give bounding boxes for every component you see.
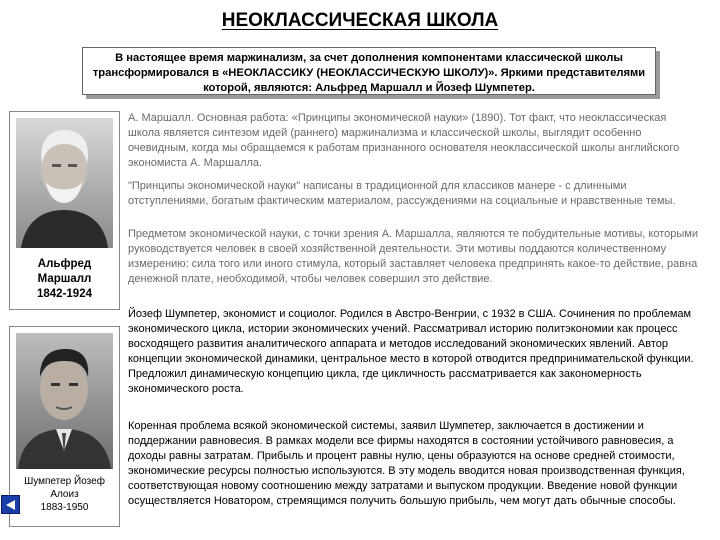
marshall-paragraph-3: Предметом экономической науки, с точки зрения А. Маршалла, являются те побудительные мотивы, которыми руководствуется человек в своей хозяйственной деятельности. Эти мотивы поддаются количественному измерению: сила того или иного стимула, который заставляет человека предпринять какое-то действие, равна денежной плате, необходимой, чтобы человек совершил это действие. <box>128 228 698 285</box>
schumpeter-caption-middle-name: Алоиз <box>50 489 79 500</box>
schumpeter-caption-name: Шумпетер Йозеф <box>24 476 105 487</box>
marshall-portrait <box>16 118 113 248</box>
schumpeter-paragraph-1: Йозеф Шумпетер, экономист и социолог. Родился в Австро-Венгрии, с 1932 в США. Сочинения по проблемам экономического цикла, истории экономических учений. Рассматривал историю политэкономии как процесс восходящего развития аналитического аппарата и методов исследований экономических явлений. Автор концепции экономической динамики, центральное место в которой отводится предпринимательской функции. Предложил динамическую концепцию цикла, где цикличность рассматривается как закономерность экономического роста. <box>128 308 694 395</box>
marshall-paragraph-1: А. Маршалл. Основная работа: «Принципы экономической науки» (1890). Тот факт, что неоклассическая школа является синтезом идей (раннего) маржинализма и классической школы, выглядит особенно очевидным, когда мы обращаемся к работам признанного основателя неоклассической школы английского экономиста А. Маршалла. <box>128 112 680 169</box>
marshall-caption-surname: Маршалл <box>37 273 92 285</box>
schumpeter-caption-years: 1883-1950 <box>40 502 89 513</box>
schumpeter-paragraph-2: Коренная проблема всякой экономической системы, заявил Шумпетер, заключается в достижении и поддержании равновесия. В рамках модели все фирмы находятся в состоянии устойчивого равновесия, а доходы равны затратам. Прибыль и процент равны нулю, цены образуются на основе средней стоимости, экономические ресурсы полностью используются. В эту модель вводится новая производственная функция, соответствующая новому соотношению между затратами и выпуском продукции. Введение новой функции осуществляется Новатором, стремящимся получить большую прибыль, чем могут дать обычные способы. <box>128 420 685 507</box>
page-title-text: НЕОКЛАССИЧЕСКАЯ ШКОЛА <box>221 10 499 31</box>
schumpeter-portrait <box>16 333 113 469</box>
page-title <box>0 10 720 32</box>
marshall-photo-card <box>9 111 120 310</box>
schumpeter-photo-card <box>9 326 120 527</box>
back-arrow-icon[interactable] <box>1 495 20 514</box>
marshall-paragraph-2: "Принципы экономической науки" написаны в традиционной для классиков манере - с длинными отступлениями, богатым фактическим материалом, рассуждениями на социальные и нравственные темы. <box>128 180 676 207</box>
marshall-caption <box>10 257 119 302</box>
intro-box: В настоящее время маржинализм, за счет дополнения компонентами классической школы трансформировался в «НЕОКЛАССИКУ (НЕОКЛАССИЧЕСКУЮ ШКОЛУ)». Яркими представителями которой, являются: Альфред Маршалл и Йозеф Шумпетер. <box>82 47 656 95</box>
marshall-caption-name: Альфред <box>37 258 92 270</box>
schumpeter-caption <box>10 475 119 514</box>
marshall-caption-years: 1842-1924 <box>37 288 92 300</box>
